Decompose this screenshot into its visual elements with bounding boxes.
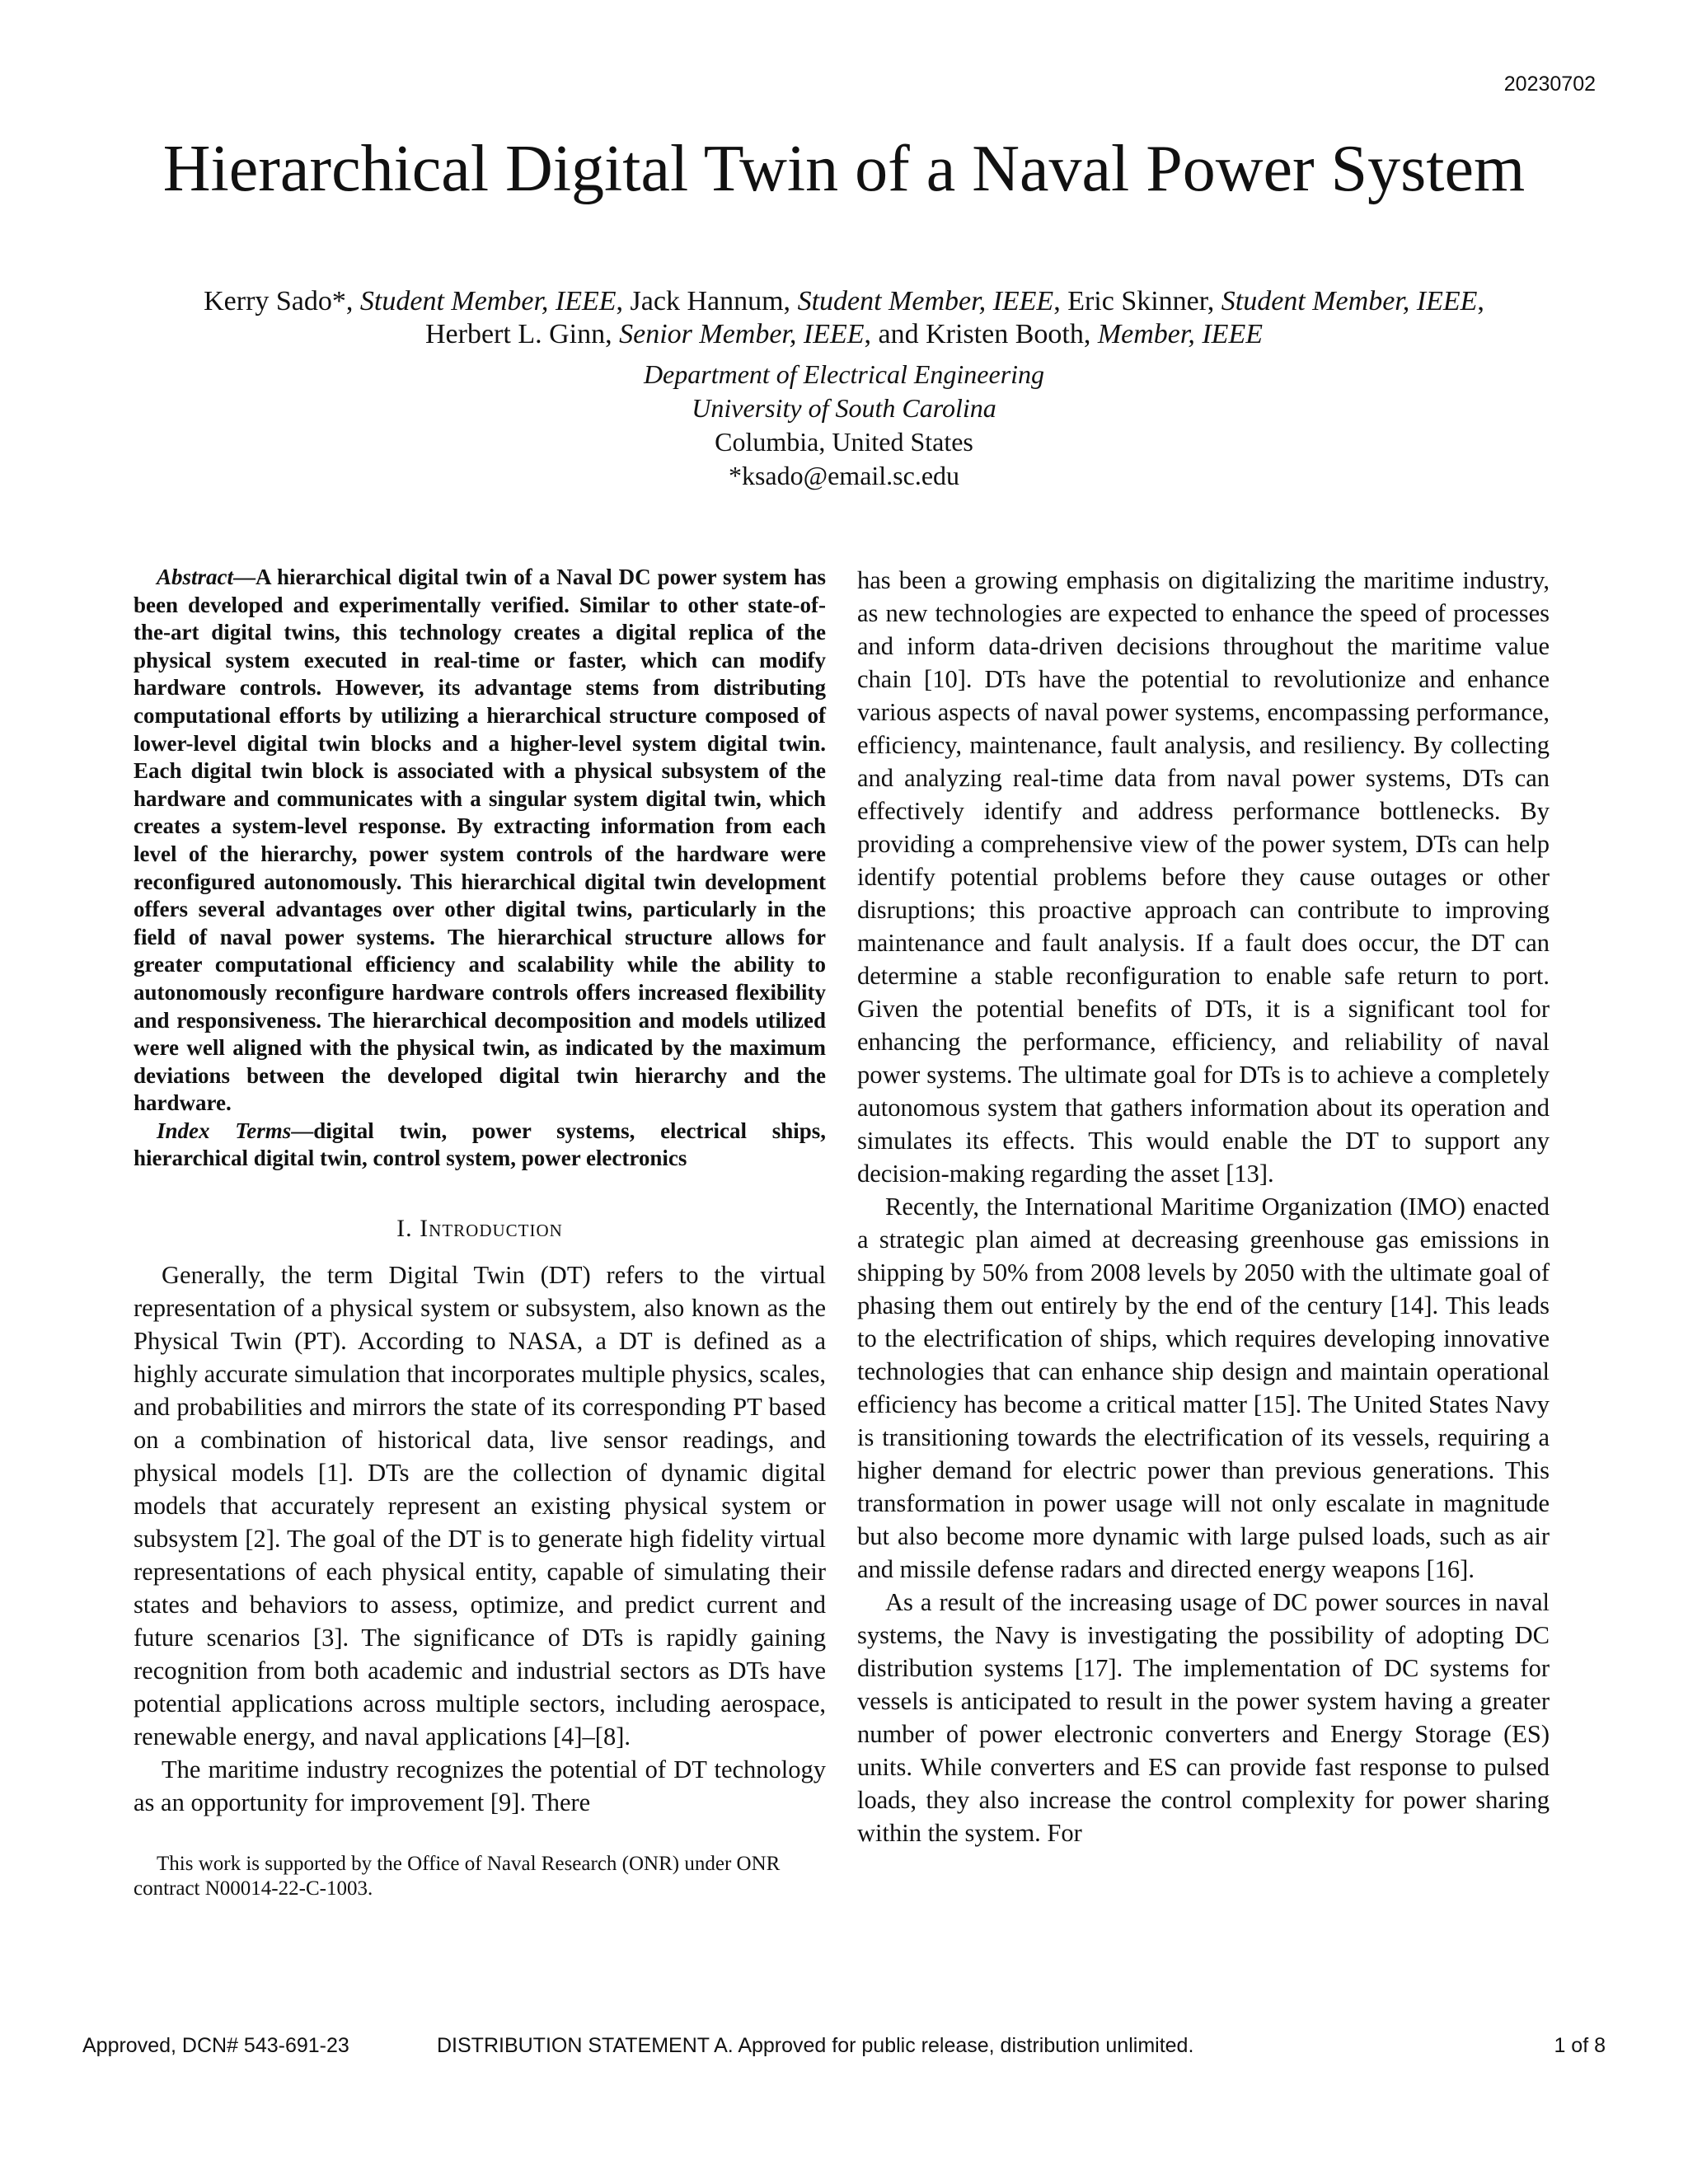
affiliation-block xyxy=(0,358,1688,493)
author-role: Student Member, IEEE xyxy=(797,286,1054,316)
author-name: , Eric Skinner, xyxy=(1053,286,1221,316)
section-title: Introduction xyxy=(420,1215,563,1243)
author-list xyxy=(82,285,1606,351)
author-name: Kerry Sado*, xyxy=(204,286,360,316)
index-terms-text: —digital twin, power systems, electrical ships, hierarchical digital twin, control system, power electronics xyxy=(134,1118,826,1171)
author-role: Senior Member, IEEE xyxy=(619,319,865,349)
contact-email: *ksado@email.sc.edu xyxy=(728,461,960,490)
department: Department of Electrical Engineering xyxy=(643,359,1045,389)
body-paragraph: Recently, the International Maritime Organization (IMO) enacted a strategic plan aimed at decreasing greenhouse gas emissions in shipping by 50% from 2008 levels by 2050 with the ultimate goal of phasing them out entirely by the end of the century [14]. This leads to the electrification of ships, which requires developing innovative technologies that can enhance ship design and maintain operational efficiency has become a critical matter [15]. The United States Navy is transitioning towards the electrification of its vessels, requiring a higher demand for electric power than previous generations. This transformation in power usage will not only escalate in magnitude but also become more dynamic with large pulsed loads, such as air and missile defense radars and directed energy weapons [16]. xyxy=(857,1193,1550,1583)
body-paragraph: The maritime industry recognizes the potential of DT technology as an opportunity for improvement [9]. There xyxy=(134,1755,826,1817)
location: Columbia, United States xyxy=(715,427,973,457)
body-paragraph: Generally, the term Digital Twin (DT) refers to the virtual representation of a physical system or subsystem, also known as the Physical Twin (PT). According to NASA, a DT is defined as a highly accurate simulation that incorporates multiple physics, scales, and probabilities and mirrors the state of its corresponding PT based on a combination of historical data, live sensor readings, and physical models [1]. DTs are the collection of dynamic digital models that accurately represent an existing physical system or subsystem [2]. The goal of the DT is to generate high fidelity virtual representations of each physical entity, capable of simulating their states and behaviors to assess, optimize, and predict current and future scenarios [3]. The significance of DTs is rapidly gaining recognition from both academic and industrial sectors as DTs have potential applications across multiple sectors, including aerospace, renewable energy, and naval applications [4]–[8]. xyxy=(134,1261,826,1751)
author-role: Student Member, IEEE xyxy=(1221,286,1478,316)
index-terms-label: Index Terms xyxy=(157,1118,292,1143)
author-name: , Jack Hannum, xyxy=(616,286,798,316)
paper-title: Hierarchical Digital Twin of a Naval Power System xyxy=(162,133,1526,205)
author-line-1 xyxy=(82,285,1606,318)
distribution-statement: DISTRIBUTION STATEMENT A. Approved for public release, distribution unlimited. xyxy=(437,2034,1194,2057)
abstract xyxy=(134,564,826,1118)
right-column xyxy=(857,564,1550,1849)
document-id: 20230702 xyxy=(1503,73,1596,96)
author-line-2 xyxy=(82,318,1606,351)
author-name: , and Kristen Booth, xyxy=(864,319,1098,349)
author-separator: , xyxy=(1477,286,1484,316)
body-paragraph: has been a growing emphasis on digitalizing the maritime industry, as new technologies are expected to enhance the speed of processes and inform data-driven decisions throughout the maritime value chain [10]. DTs have the potential to revolutionize and enhance various aspects of naval power systems, encompassing performance, efficiency, maintenance, fault analysis, and resiliency. By collecting and analyzing real-time data from naval power systems, DTs can effectively identify and address performance bottlenecks. By providing a comprehensive view of the power system, DTs can help identify potential problems before they cause outages or other disruptions; this proactive approach can contribute to improving maintenance and fault analysis. If a fault does occur, the DT can determine a stable reconfiguration to enable safe return to port. Given the potential benefits of DTs, it is a significant tool for enhancing the performance, efficiency, and reliability of naval power systems. The ultimate goal for DTs is to achieve a completely autonomous system that gathers information about its operation and simulates its effects. This would enable the DT to support any decision-making regarding the asset [13]. xyxy=(857,566,1550,1188)
author-role: Member, IEEE xyxy=(1097,319,1263,349)
body-paragraph: As a result of the increasing usage of DC power sources in naval systems, the Navy is investigating the possibility of adopting DC distribution systems [17]. The implementation of DC systems for vessels is anticipated to result in the power system having a greater number of power electronic converters and Energy Storage (ES) units. While converters and ES can provide fast response to pulsed loads, they also increase the control complexity for power sharing within the system. For xyxy=(857,1588,1550,1847)
university: University of South Carolina xyxy=(692,393,996,423)
index-terms xyxy=(134,1118,826,1173)
section-number: I. xyxy=(396,1215,420,1243)
approval-number: Approved, DCN# 543-691-23 xyxy=(82,2034,349,2057)
funding-footnote: This work is supported by the Office of Naval Research (ONR) under ONR contract N00014-22-C-1003. xyxy=(134,1853,781,1900)
abstract-label: Abstract xyxy=(157,565,234,589)
section-heading-introduction xyxy=(134,1212,826,1245)
page-number: 1 of 8 xyxy=(1554,2034,1606,2057)
abstract-text: —A hierarchical digital twin of a Naval DC power system has been developed and experimentally verified. Similar to other state-of-the-art digital twins, this technology creates a digital replica of the physical system executed in real-time or faster, which can modify hardware controls. However, its advantage stems from distributing computational efforts by utilizing a hierarchical structure composed of lower-level digital twin blocks and a higher-level system digital twin. Each digital twin block is associated with a physical subsystem of the hardware and communicates with a singular system digital twin, which creates a system-level response. By extracting information from each level of the hierarchy, power system controls of the hardware were reconfigured autonomously. This hierarchical digital twin development offers several advantages over other digital twins, particularly in the field of naval power systems. The hierarchical structure allows for greater computational efficiency and scalability while the ability to autonomously reconfigure hardware controls offers increased flexibility and responsiveness. The hierarchical decomposition and models utilized were well aligned with the physical twin, as indicated by the maximum deviations between the developed digital twin hierarchy and the hardware. xyxy=(134,565,826,1116)
author-role: Student Member, IEEE xyxy=(359,286,617,316)
author-name: Herbert L. Ginn, xyxy=(425,319,620,349)
left-column xyxy=(134,564,826,1901)
